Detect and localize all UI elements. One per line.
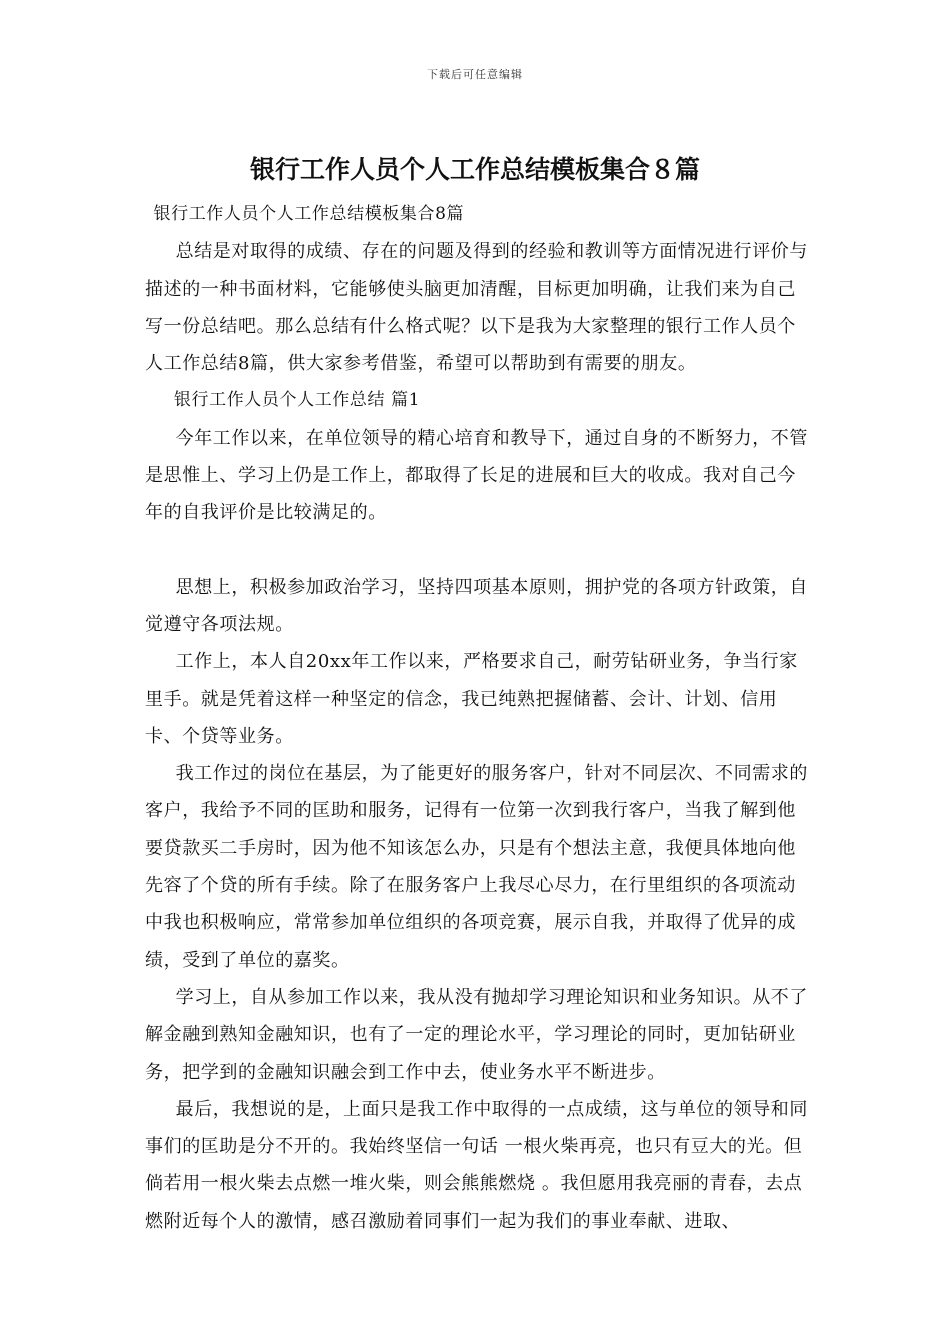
section-heading: 银行工作人员个人工作总结 篇1 bbox=[173, 390, 421, 411]
paragraph: 最后，我想说的是，上面只是我工作中取得的一点成绩，这与单位的领导和同事们的匡助是分不开的。我始终坚信一句话 一根火柴再亮，也只有豆大的光。但倘若用一根火柴去点燃一堆火柴，则会熊熊燃烧 。我但愿用我亮丽的青春，去点燃附近每个人的激情，感召激励着同事们一起为我们的事业奉献、进取、 bbox=[145, 1098, 808, 1232]
paragraph: 学习上，自从参加工作以来，我从没有抛却学习理论知识和业务知识。从不了解金融到熟知金融知识，也有了一定的理论水平，学习理论的同时，更加钻研业务，把学到的金融知识融会到工作中去，使业务水平不断进步。 bbox=[145, 986, 808, 1083]
paragraph: 我工作过的岗位在基层，为了能更好的服务客户，针对不同层次、不同需求的客户，我给予不同的匡助和服务，记得有一位第一次到我行客户，当我了解到他要贷款买二手房时，因为他不知该怎么办，只是有个想法主意，我便具体地向他先容了个贷的所有手续。除了在服务客户上我尽心尽力，在行里组织的各项流动中我也积极响应，常常参加单位组织的各项竞赛，展示自我，并取得了优异的成绩，受到了单位的嘉奖。 bbox=[145, 763, 808, 971]
paragraph: 今年工作以来，在单位领导的精心培育和教导下，通过自身的不断努力，不管是思惟上、学习上仍是工作上，都取得了长足的进展和巨大的收成。我对自己今年的自我评价是比较满足的。 bbox=[145, 427, 808, 524]
header-note: 下载后可任意编辑 bbox=[427, 68, 523, 81]
document-body bbox=[145, 196, 811, 1240]
document-title: 银行工作人员个人工作总结模板集合８篇 bbox=[249, 155, 700, 184]
intro-paragraph: 总结是对取得的成绩、存在的问题及得到的经验和教训等方面情况进行评价与描述的一种书面材料，它能够使头脑更加清醒，目标更加明确，让我们来为自己写一份总结吧。那么总结有什么格式呢？以下是我为大家整理的银行工作人员个人工作总结8篇，供大家参考借鉴，希望可以帮助到有需要的朋友。 bbox=[145, 241, 808, 375]
paragraph: 工作上，本人自20xx年工作以来，严格要求自己，耐劳钻研业务，争当行家里手。就是凭着这样一种坚定的信念，我已纯熟把握储蓄、会计、计划、信用卡、个贷等业务。 bbox=[145, 651, 798, 747]
blank-line bbox=[145, 532, 811, 569]
paragraph: 思想上，积极参加政治学习，坚持四项基本原则，拥护党的各项方针政策，自觉遵守各项法规。 bbox=[145, 576, 808, 635]
document-subtitle: 银行工作人员个人工作总结模板集合8篇 bbox=[153, 204, 465, 224]
